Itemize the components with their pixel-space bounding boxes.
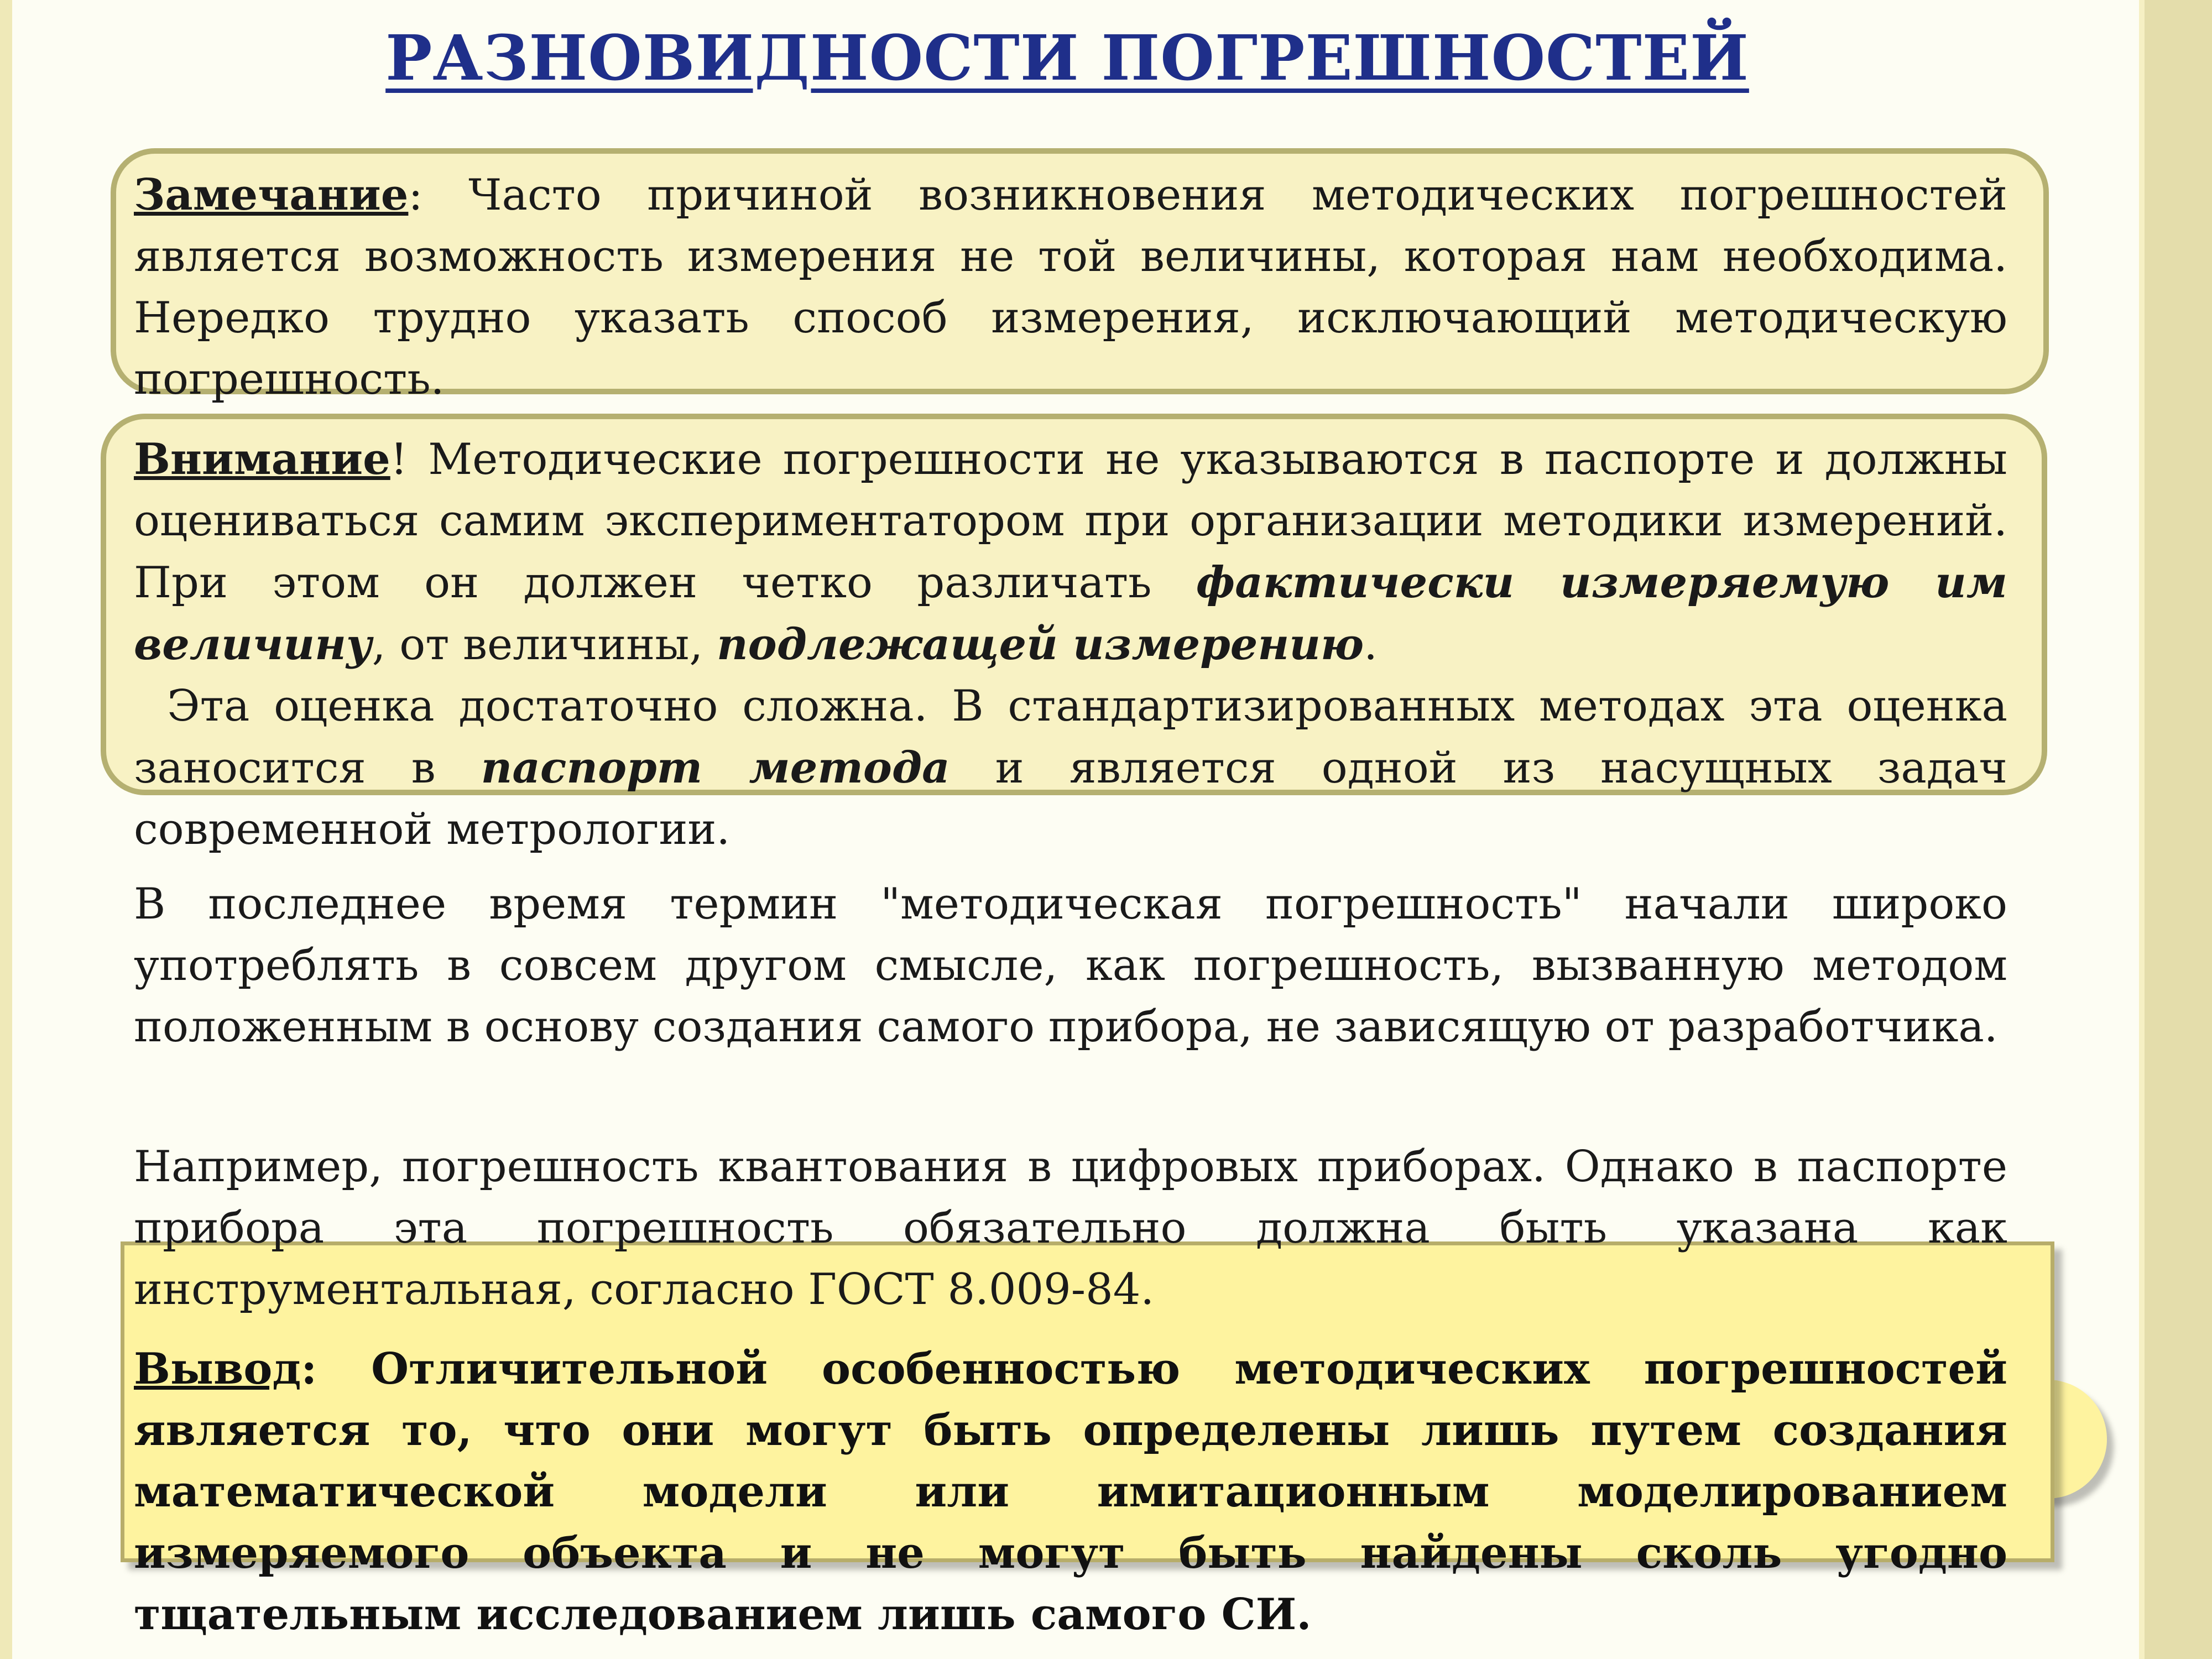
- attention-part3: .: [1364, 620, 1378, 670]
- remark-text: [134, 164, 2007, 410]
- remark-body: : Часто причиной возникновения методических погрешностей является возможность измерения не той величины, которая нам необходима. Нередко трудно указать способ измерения, исключающий методическую погрешность.: [134, 170, 2007, 404]
- paragraph-term-usage: В последнее время термин "методическая погрешность" начали широко употреблять в совсем другом смысле, как погрешность, вызванную методом положенным в основу создания самого прибора, не зависящую от разработчика.: [134, 879, 2007, 1052]
- attention-part5: и является одной из насущных задач современной метрологии.: [134, 743, 2007, 854]
- attention-emphasis-measured: фактически измеряемую им величину: [134, 557, 2007, 670]
- attention-part2: , от величины,: [372, 620, 717, 670]
- conclusion-heading: Вывод: [134, 1344, 301, 1394]
- attention-emphasis-method-passport: паспорт метода: [481, 743, 950, 793]
- paragraph-example: Например, погрешность квантования в цифровых приборах. Однако в паспорте прибора эта погрешность обязательно должна быть указана как инструментальная, согласно ГОСТ 8.009-84.: [134, 1142, 2007, 1314]
- conclusion-text: [134, 1338, 2007, 1645]
- left-frame-border: [0, 0, 12, 1659]
- attention-part1: ! Методические погрешности не указываются в паспорте и должны оцениваться самим экспериментатором при организации методики измерений. При этом он должен четко различать: [134, 435, 2007, 608]
- right-frame-strip: [2139, 0, 2145, 1659]
- page-title: РАЗНОВИДНОСТИ ПОГРЕШНОСТЕЙ: [385, 22, 1749, 95]
- conclusion-body: : Отличительной особенностью методических погрешностей является то, что они могут быть определены лишь путем создания математической модели или имитационным моделированием измеряемого объекта и не могут быть найдены сколь угодно тщательным исследованием лишь самого СИ.: [134, 1344, 2007, 1640]
- attention-emphasis-to-measure: подлежащей измерению: [716, 619, 1364, 670]
- right-frame-border: [2145, 0, 2212, 1659]
- attention-heading: Внимание: [134, 434, 390, 484]
- remark-heading: Замечание: [134, 170, 409, 220]
- attention-text: [134, 429, 2007, 860]
- attention-part4: Эта оценка достаточно сложна. В стандартизированных методах эта оценка заносится в: [134, 681, 2007, 793]
